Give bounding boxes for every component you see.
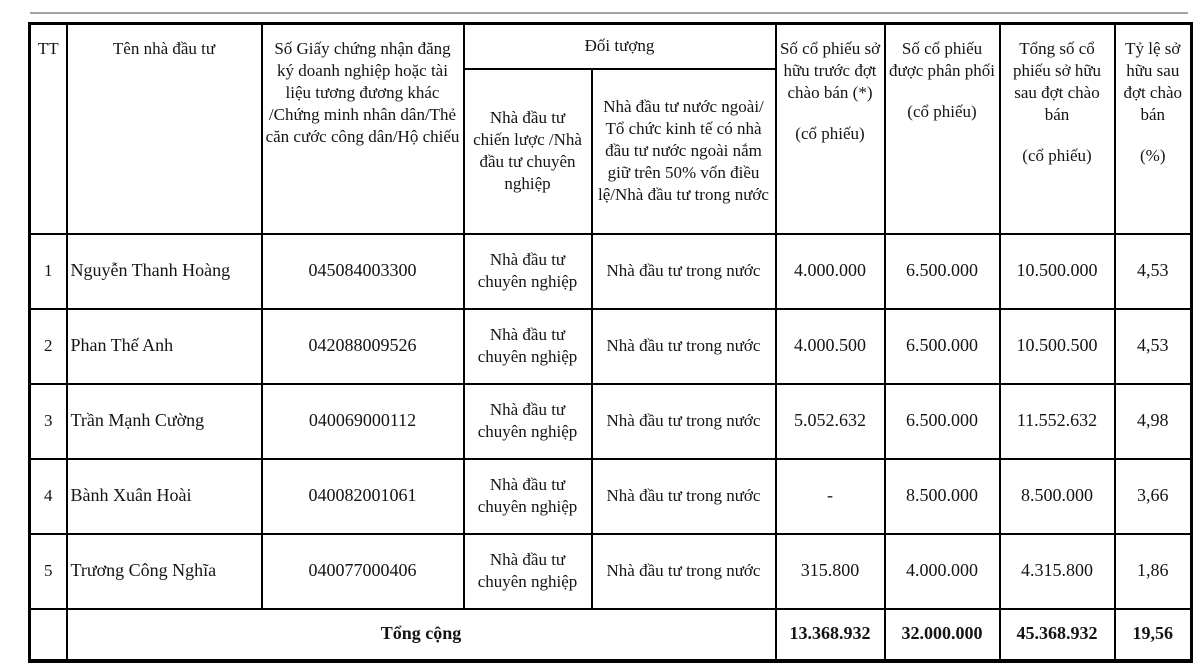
total-label: Tổng cộng	[67, 609, 776, 661]
col-header-shares-distributed-unit: (cổ phiếu)	[907, 102, 977, 122]
cell-shares-distributed: 4.000.000	[885, 534, 1000, 609]
col-header-ownership-ratio-unit: (%)	[1140, 146, 1166, 166]
cell-shares-after: 11.552.632	[1000, 384, 1115, 459]
cell-investor-name: Nguyễn Thanh Hoàng	[67, 234, 262, 309]
col-header-shares-after-unit: (cổ phiếu)	[1022, 146, 1092, 166]
cell-id-number: 040069000112	[262, 384, 464, 459]
cell-tt: 3	[30, 384, 67, 459]
col-header-shares-before-title: Số cổ phiếu sở hữu trước đợt chào bán (*)	[779, 39, 881, 103]
cell-investor-type: Nhà đầu tư chuyên nghiệp	[464, 234, 592, 309]
cell-investor-name: Trần Mạnh Cường	[67, 384, 262, 459]
cell-ownership-ratio: 4,98	[1115, 384, 1192, 459]
investor-allocation-table	[28, 22, 1193, 663]
total-shares-distributed: 32.000.000	[885, 609, 1000, 661]
col-header-investor-name: Tên nhà đầu tư	[67, 24, 262, 234]
cell-shares-before: 4.000.000	[776, 234, 885, 309]
cell-ownership-ratio: 4,53	[1115, 234, 1192, 309]
table-row-3	[30, 384, 1192, 459]
col-header-ownership-ratio-title: Tỷ lệ sở hữu sau đợt chào bán	[1123, 39, 1183, 125]
cell-id-number: 045084003300	[262, 234, 464, 309]
cell-shares-distributed: 6.500.000	[885, 309, 1000, 384]
cell-tt: 1	[30, 234, 67, 309]
cell-total-empty	[30, 609, 67, 661]
cell-investor-origin: Nhà đầu tư trong nước	[592, 309, 776, 384]
cell-ownership-ratio: 4,53	[1115, 309, 1192, 384]
col-header-shares-after	[1000, 24, 1115, 234]
cell-shares-before: 315.800	[776, 534, 885, 609]
cell-tt: 2	[30, 309, 67, 384]
total-shares-before: 13.368.932	[776, 609, 885, 661]
col-header-shares-after-title: Tổng số cổ phiếu sở hữu sau đợt chào bán	[1012, 39, 1102, 125]
col-header-tt: TT	[30, 24, 67, 234]
col-header-shares-before-unit: (cổ phiếu)	[795, 124, 865, 144]
cell-shares-before: 5.052.632	[776, 384, 885, 459]
col-header-ownership-ratio	[1115, 24, 1192, 234]
cell-investor-name: Phan Thế Anh	[67, 309, 262, 384]
cell-id-number: 040077000406	[262, 534, 464, 609]
cell-investor-name: Bành Xuân Hoài	[67, 459, 262, 534]
col-header-shares-distributed-title: Số cổ phiếu được phân phối	[888, 39, 996, 81]
cell-id-number: 040082001061	[262, 459, 464, 534]
total-row	[30, 609, 1192, 661]
col-header-id-number: Số Giấy chứng nhận đăng ký doanh nghiệp hoặc tài liệu tương đương khác /Chứng minh nhân dân/Thẻ căn cước công dân/Hộ chiếu	[262, 24, 464, 234]
col-header-shares-distributed	[885, 24, 1000, 234]
cell-investor-origin: Nhà đầu tư trong nước	[592, 384, 776, 459]
total-shares-after: 45.368.932	[1000, 609, 1115, 661]
total-ownership-ratio: 19,56	[1115, 609, 1192, 661]
table-row-1	[30, 234, 1192, 309]
cell-shares-distributed: 6.500.000	[885, 384, 1000, 459]
cell-ownership-ratio: 3,66	[1115, 459, 1192, 534]
cell-investor-type: Nhà đầu tư chuyên nghiệp	[464, 309, 592, 384]
cell-tt: 5	[30, 534, 67, 609]
cell-investor-origin: Nhà đầu tư trong nước	[592, 534, 776, 609]
table-row-2	[30, 309, 1192, 384]
cell-shares-distributed: 8.500.000	[885, 459, 1000, 534]
cell-shares-after: 10.500.500	[1000, 309, 1115, 384]
cell-investor-origin: Nhà đầu tư trong nước	[592, 234, 776, 309]
cell-shares-after: 8.500.000	[1000, 459, 1115, 534]
cell-shares-before: -	[776, 459, 885, 534]
col-header-doi-tuong: Đối tượng	[464, 24, 776, 69]
cell-shares-before: 4.000.500	[776, 309, 885, 384]
col-header-shares-before	[776, 24, 885, 234]
cell-shares-after: 4.315.800	[1000, 534, 1115, 609]
cell-shares-after: 10.500.000	[1000, 234, 1115, 309]
cell-shares-distributed: 6.500.000	[885, 234, 1000, 309]
col-header-strategic-professional: Nhà đầu tư chiến lược /Nhà đầu tư chuyên nghiệp	[464, 69, 592, 234]
table-row-4	[30, 459, 1192, 534]
header-row-1	[30, 24, 1192, 69]
cell-investor-origin: Nhà đầu tư trong nước	[592, 459, 776, 534]
scan-artifact-line	[30, 12, 1188, 14]
cell-investor-name: Trương Công Nghĩa	[67, 534, 262, 609]
cell-id-number: 042088009526	[262, 309, 464, 384]
col-header-foreign-domestic: Nhà đầu tư nước ngoài/ Tổ chức kinh tế có nhà đầu tư nước ngoài nắm giữ trên 50% vốn điều lệ/Nhà đầu tư trong nước	[592, 69, 776, 234]
table-row-5	[30, 534, 1192, 609]
cell-ownership-ratio: 1,86	[1115, 534, 1192, 609]
cell-investor-type: Nhà đầu tư chuyên nghiệp	[464, 384, 592, 459]
cell-investor-type: Nhà đầu tư chuyên nghiệp	[464, 459, 592, 534]
cell-investor-type: Nhà đầu tư chuyên nghiệp	[464, 534, 592, 609]
cell-tt: 4	[30, 459, 67, 534]
